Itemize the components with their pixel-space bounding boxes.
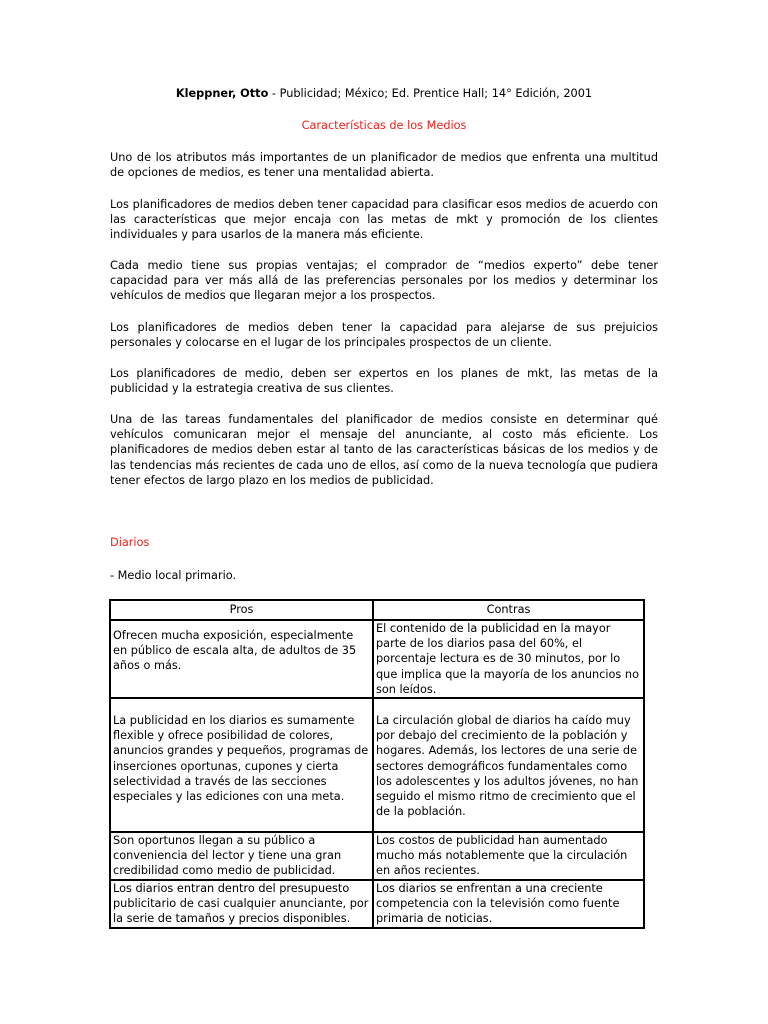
table-row [110,880,644,928]
contras-cell: La circulación global de diarios ha caído muy por debajo del crecimiento de la población y hogares. Además, los lectores de una serie de sectores demográficos fundamentales como los adolescentes y los adultos jóvenes, no han seguido el mismo ritmo de crecimiento que el de la población. [373,698,644,832]
pros-cell: Los diarios entran dentro del presupuesto publicitario de casi cualquier anunciante, por la serie de tamaños y precios disponibles. [110,880,373,928]
citation-author: Kleppner, Otto [175,87,269,100]
table-header-row [110,600,644,620]
table-row [110,620,644,698]
contras-cell: Los costos de publicidad han aumentado mucho más notablemente que la circulación en años recientes. [373,832,644,880]
table-row [110,698,644,832]
pros-cell: La publicidad en los diarios es sumamente flexible y ofrece posibilidad de colores, anuncios grandes y pequeños, programas de inserciones oportunas, cupones y cierta selectividad a través de las secciones especiales y las ediciones con una meta. [110,698,373,832]
citation [0,87,768,101]
pros-cell: Ofrecen mucha exposición, especialmente en público de escala alta, de adultos de 35 años o más. [110,620,373,698]
contras-cell: El contenido de la publicidad en la mayor parte de los diarios pasa del 60%, el porcentaje lectura es de 30 minutos, por lo que implica que la mayoría de los anuncios no son leídos. [373,620,644,698]
paragraph: Una de las tareas fundamentales del planificador de medios consiste en determinar qué vehículos comunicaran mejor el mensaje del anunciante, al costo más eficiente. Los planificadores de medios deben estar al tanto de las características básicas de los medios y de las tendencias más recientes de cada uno de ellos, así como de la nueva tecnología que pudiera tener efectos de largo plazo en los medios de publicidad. [110,413,658,487]
paragraph: Los planificadores de medios deben tener capacidad para clasificar esos medios de acuerdo con las características que mejor encaja con las metas de mkt y promoción de los clientes individuales y para usarlos de la manera más eficiente. [110,198,658,242]
table-row [110,832,644,880]
citation-details: - Publicidad; México; Ed. Prentice Hall; 14° Edición, 2001 [268,87,593,100]
section-title: Características de los Medios [301,119,467,132]
contras-cell: Los diarios se enfrentan a una creciente competencia con la televisión como fuente primaria de noticias. [373,880,644,928]
header-contras: Contras [373,600,644,620]
paragraph: Los planificadores de medio, deben ser expertos en los planes de mkt, las metas de la publicidad y la estrategia creativa de sus clientes. [110,367,658,396]
header-pros: Pros [110,600,373,620]
diarios-subtitle: - Medio local primario. [110,569,237,582]
paragraph: Los planificadores de medios deben tener la capacidad para alejarse de sus prejuicios personales y colocarse en el lugar de los principales prospectos de un cliente. [110,321,658,350]
paragraph: Cada medio tiene sus propias ventajas; el comprador de “medios experto” debe tener capacidad para ver más allá de las preferencias personales por los medios y determinar los vehículos de medios que llegaran mejor a los prospectos. [110,259,658,303]
pros-cell: Son oportunos llegan a su público a conveniencia del lector y tiene una gran credibilidad como medio de publicidad. [110,832,373,880]
diarios-heading: Diarios [110,536,150,549]
paragraph: Uno de los atributos más importantes de un planificador de medios que enfrenta una multitud de opciones de medios, es tener una mentalidad abierta. [110,151,658,180]
pros-contras-table [109,599,645,929]
